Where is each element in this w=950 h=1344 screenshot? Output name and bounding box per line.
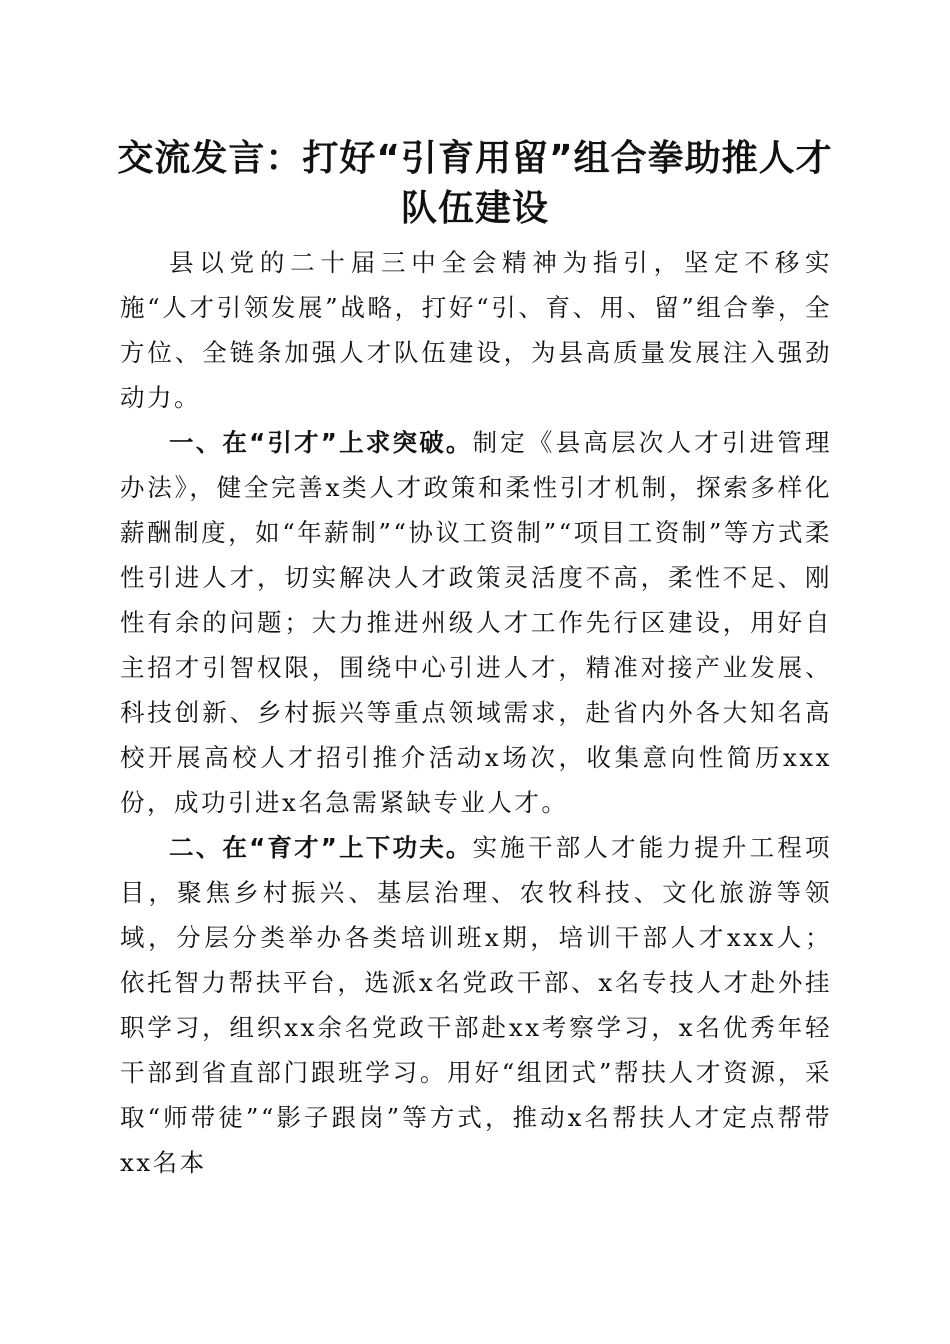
- paragraph-attract-talent: [120, 420, 832, 825]
- paragraph-text: 制定《县高层次人才引进管理办法》，健全完善x类人才政策和柔性引才机制，探索多样化薪酬制度，如“年薪制”“协议工资制”“项目工资制”等方式柔性引进人才，切实解决人才政策灵活度不高，柔性不足、刚性有余的问题；大力推进州级人才工作先行区建设，用好自主招才引智权限，围绕中心引进人才，精准对接产业发展、科技创新、乡村振兴等重点领域需求，赴省内外各大知名高校开展高校人才招引推介活动x场次，收集意向性简历xxx份，成功引进x名急需紧缺专业人才。: [120, 428, 833, 817]
- document-title: [100, 134, 850, 234]
- document-body: [120, 240, 832, 1185]
- title-line-2: 队伍建设: [400, 188, 549, 229]
- paragraph-intro: [120, 240, 832, 420]
- paragraph-text: 实施干部人才能力提升工程项目，聚焦乡村振兴、基层治理、农牧科技、文化旅游等领域，分层分类举办各类培训班x期，培训干部人才xxx人；依托智力帮扶平台，选派x名党政干部、x名专技人才赴外挂职学习，组织xx余名党政干部赴xx考察学习，x名优秀年轻干部到省直部门跟班学习。用好“组团式”帮扶人才资源，采取“师带徒”“影子跟岗”等方式，推动x名帮扶人才定点帮带xx名本: [120, 833, 833, 1177]
- title-line-1: 交流发言：打好“引育用留”组合拳助推人才: [117, 138, 833, 179]
- paragraph-text: 县以党的二十届三中全会精神为指引，坚定不移实施“人才引领发展”战略，打好“引、育、用、留”组合拳，全方位、全链条加强人才队伍建设，为县高质量发展注入强劲动力。: [120, 248, 832, 412]
- paragraph-heading: 二、在“育才”上下功夫。: [169, 833, 473, 862]
- paragraph-heading: 一、在“引才”上求突破。: [169, 428, 473, 457]
- paragraph-cultivate-talent: [120, 825, 832, 1185]
